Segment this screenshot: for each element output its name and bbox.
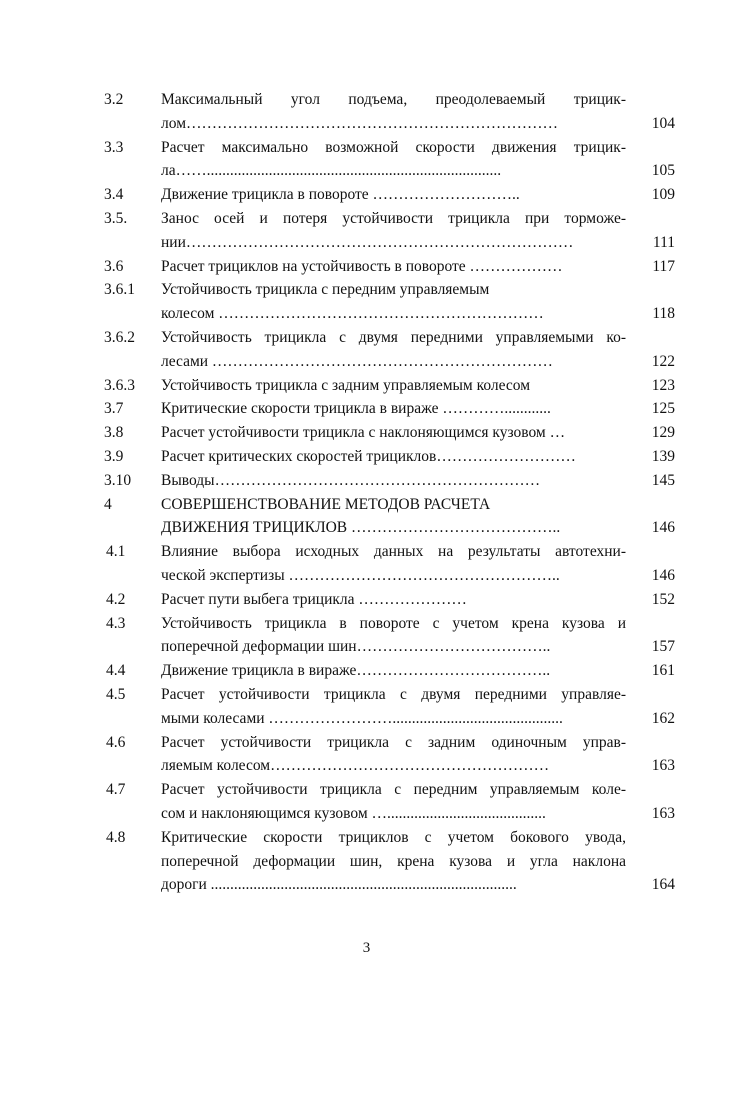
toc-entry-title (161, 612, 626, 660)
toc-line: Расчет устойчивости трицикла с наклоняющимся кузовом … (161, 424, 566, 442)
toc-entry-title (161, 445, 626, 469)
toc-entry-4-3 (0, 612, 733, 660)
toc-entry-4-7 (0, 778, 733, 826)
toc-entry-page: 105 (651, 162, 675, 180)
toc-entry-number: 3.2 (104, 91, 124, 108)
toc-line: Движение трицикла в вираже……………………………….. (161, 662, 551, 680)
toc-entry-page: 163 (651, 757, 675, 775)
toc-line: Устойчивость трицикла с передним управляемым (161, 281, 490, 299)
toc-entry-number: 4.3 (106, 614, 126, 632)
toc-line: ДВИЖЕНИЯ ТРИЦИКЛОВ ………………………………….. (161, 519, 561, 537)
toc-entry-number: 3.8 (104, 424, 124, 442)
toc-entry-page: 152 (651, 590, 675, 608)
toc-line: Критические скорости трицикла в вираже …………............ (161, 400, 551, 418)
toc-entry-page: 157 (651, 638, 675, 656)
toc-line: Расчет трициклов на устойчивость в повороте ……………… (161, 257, 563, 275)
toc-line: дороги ............................................................................... (161, 876, 517, 894)
toc-entry-page: 111 (652, 233, 675, 251)
toc-line: поперечной деформации шин……………………………….. (161, 638, 551, 656)
toc-entry-3-9 (0, 445, 733, 469)
toc-entry-title (161, 136, 626, 184)
toc-line: Движение трицикла в повороте ……………………….. (161, 186, 520, 204)
toc-entry-number: 3.10 (104, 471, 132, 489)
toc-entry-3-8 (0, 421, 733, 445)
toc-entry-3-6 (0, 255, 733, 279)
toc-line: СОВЕРШЕНСТВОВАНИЕ МЕТОДОВ РАСЧЕТА (161, 495, 491, 513)
toc-entry-title (161, 421, 626, 445)
toc-line: Расчет устойчивости трицикла с двумя передними управляе- (161, 685, 626, 703)
toc-entry-page: 109 (651, 186, 675, 204)
toc-entry-title (161, 540, 626, 588)
toc-entry-title (161, 588, 626, 612)
toc-entry-4-8 (0, 826, 733, 897)
toc-entry-number: 4 (104, 495, 112, 513)
toc-entry-3-3 (0, 136, 733, 184)
toc-entry-number: 3.6 (104, 257, 124, 275)
toc-entry-page: 125 (651, 400, 675, 418)
toc-entry-title (161, 278, 626, 326)
toc-entry-page: 146 (651, 566, 675, 584)
toc-entry-number: 3.9 (104, 447, 124, 465)
toc-entry-page: 123 (651, 376, 675, 394)
toc-entry-title (161, 683, 626, 731)
toc-entry-3-7 (0, 397, 733, 421)
toc-entry-3-6-2 (0, 326, 733, 374)
toc-line: лесами ………………………………………………………… (161, 352, 553, 370)
toc-entry-number: 4.2 (106, 590, 126, 608)
toc-entry-title (161, 397, 626, 421)
toc-entry-title (161, 469, 626, 493)
toc-entry-title (161, 826, 626, 897)
toc-entry-page: 139 (651, 447, 675, 465)
toc-line: Максимальный угол подъема, преодолеваемый трицик- (161, 91, 626, 108)
toc-line: сом и наклоняющимся кузовом …......................................... (161, 804, 546, 822)
toc-line: Расчет максимально возможной скорости движения трицик- (161, 138, 626, 156)
toc-entry-3-10 (0, 469, 733, 493)
toc-entry-title (161, 88, 626, 136)
toc-line: ла……............................................................................ (161, 162, 502, 180)
toc-line: лом……………………………………………………………… (161, 114, 558, 132)
toc-entry-4 (0, 493, 733, 541)
table-of-contents (0, 88, 733, 897)
toc-entry-number: 4.4 (106, 662, 126, 680)
toc-entry-page: 163 (651, 804, 675, 822)
toc-entry-title (161, 778, 626, 826)
toc-entry-3-4 (0, 183, 733, 207)
toc-line: Расчет критических скоростей трициклов……………………… (161, 447, 576, 465)
toc-entry-3-2 (0, 88, 733, 136)
toc-entry-4-1 (0, 540, 733, 588)
toc-entry-title (161, 207, 626, 255)
toc-entry-page: 122 (651, 352, 675, 370)
toc-line: Устойчивость трицикла в повороте с учетом крена кузова и (161, 614, 626, 632)
toc-entry-page: 118 (652, 305, 675, 323)
toc-entry-page: 146 (651, 519, 675, 537)
toc-entry-3-5 (0, 207, 733, 255)
toc-entry-page: 117 (652, 257, 675, 275)
toc-entry-title (161, 731, 626, 779)
toc-entry-title (161, 493, 626, 541)
toc-line: Занос осей и потеря устойчивости трицикла при торможе- (161, 209, 626, 227)
toc-line: поперечной деформации шин, крена кузова и угла наклона (161, 852, 626, 870)
toc-entry-number: 3.6.1 (104, 281, 135, 299)
toc-line: мыми колесами ……………………............................................ (161, 709, 563, 727)
toc-entry-number: 3.5. (104, 209, 128, 227)
toc-entry-4-4 (0, 659, 733, 683)
toc-entry-page: 162 (651, 709, 675, 727)
toc-entry-page: 161 (651, 662, 675, 680)
toc-line: Устойчивость трицикла с двумя передними управляемыми ко- (161, 328, 626, 346)
toc-entry-3-6-1 (0, 278, 733, 326)
toc-entry-4-6 (0, 731, 733, 779)
toc-line: ческой экспертизы …………………………………………….. (161, 566, 560, 584)
toc-entry-title (161, 255, 626, 279)
toc-line: колесом ……………………………………………………… (161, 305, 544, 323)
toc-entry-number: 3.7 (104, 400, 124, 418)
toc-entry-page: 164 (651, 876, 675, 894)
page-number: 3 (362, 940, 371, 956)
toc-entry-title (161, 183, 626, 207)
toc-entry-number: 4.6 (106, 733, 126, 751)
toc-entry-number: 4.1 (106, 543, 126, 561)
toc-entry-number: 3.6.3 (104, 376, 135, 394)
toc-entry-3-6-3 (0, 374, 733, 398)
toc-entry-number: 3.6.2 (104, 328, 135, 346)
toc-entry-title (161, 326, 626, 374)
toc-line: ляемым колесом……………………………………………… (161, 757, 550, 775)
toc-entry-4-2 (0, 588, 733, 612)
toc-entry-number: 4.8 (106, 828, 126, 846)
toc-entry-page: 104 (651, 114, 675, 132)
toc-line: Критические скорости трициклов с учетом бокового увода, (161, 828, 626, 846)
toc-entry-number: 4.7 (106, 781, 126, 799)
toc-entry-title (161, 659, 626, 683)
toc-line: нии………………………………………………………………… (161, 233, 574, 251)
toc-line: Устойчивость трицикла с задним управляемым колесом (161, 376, 531, 394)
toc-entry-4-5 (0, 683, 733, 731)
toc-entry-page: 129 (651, 424, 675, 442)
toc-entry-title (161, 374, 626, 398)
toc-line: Влияние выбора исходных данных на результаты автотехни- (161, 543, 626, 561)
toc-entry-number: 3.3 (104, 138, 124, 156)
toc-entry-number: 3.4 (104, 186, 124, 204)
toc-line: Выводы……………………………………………………… (161, 471, 541, 489)
toc-entry-page: 145 (651, 471, 675, 489)
toc-entry-number: 4.5 (106, 685, 126, 703)
toc-line: Расчет устойчивости трицикла с задним одиночным управ- (161, 733, 626, 751)
toc-line: Расчет устойчивости трицикла с передним управляемым коле- (161, 781, 626, 799)
toc-line: Расчет пути выбега трицикла ………………… (161, 590, 467, 608)
